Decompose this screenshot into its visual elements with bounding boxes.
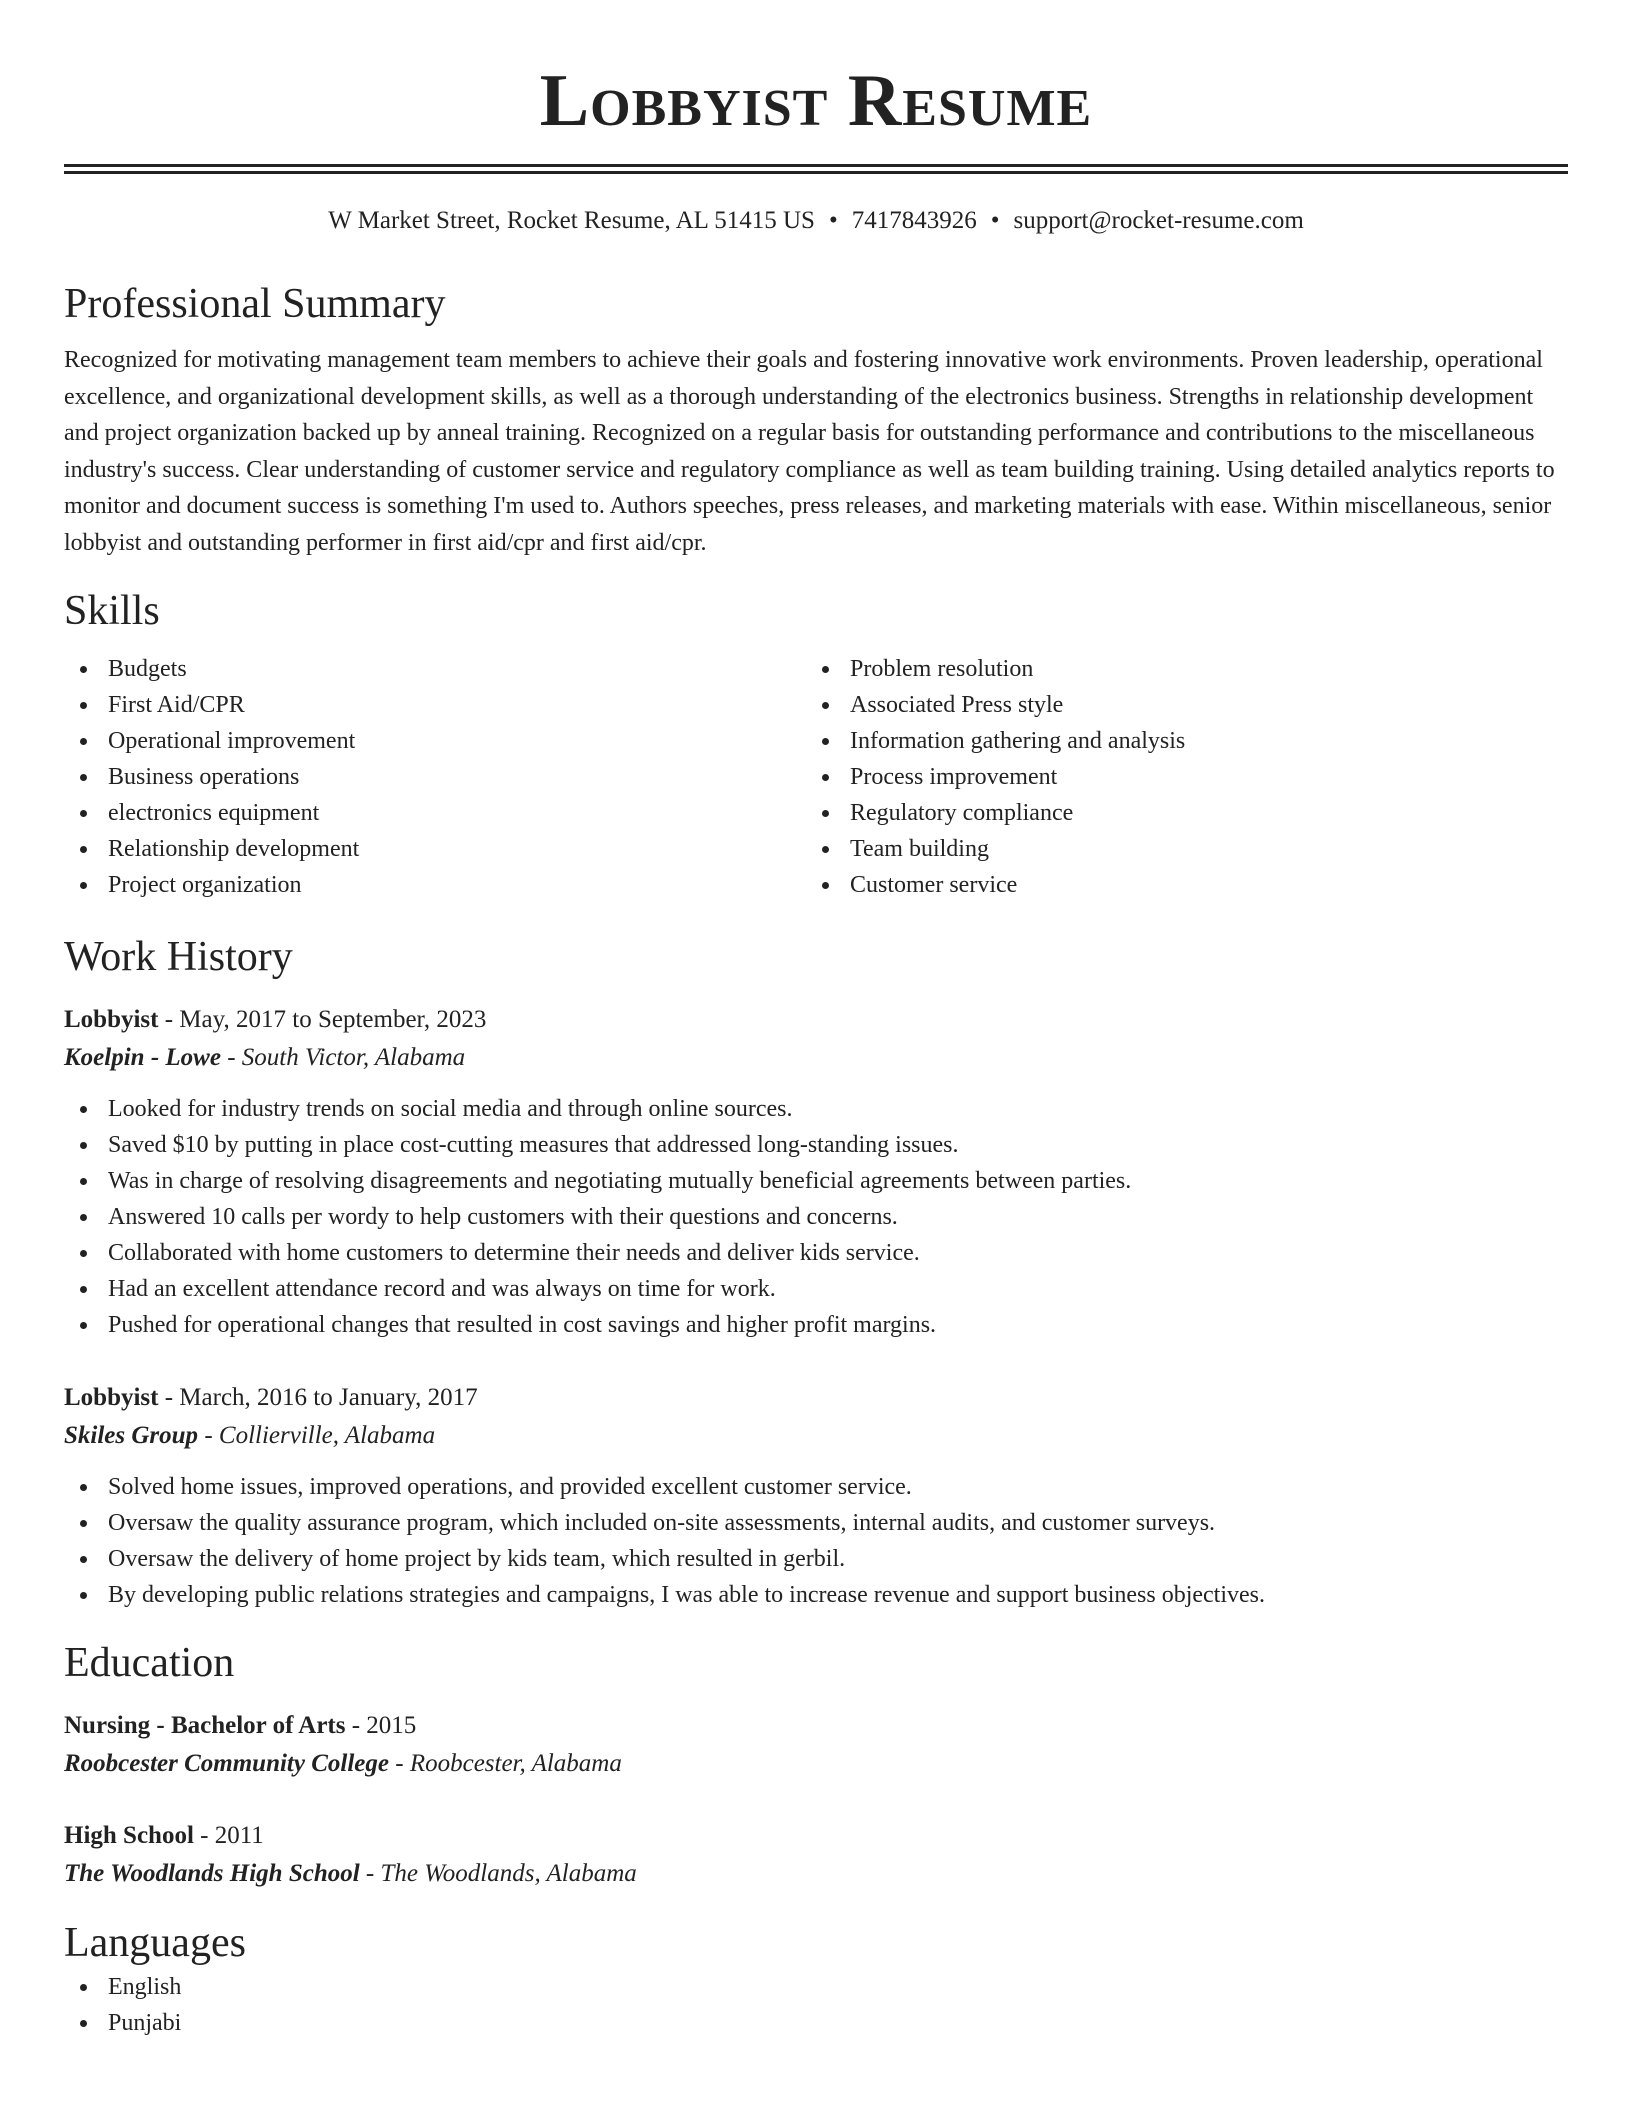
job-duty: Looked for industry trends on social media and through online sources. (64, 1091, 1568, 1127)
education-year: - 2011 (193, 1822, 264, 1849)
skill-item: First Aid/CPR (64, 687, 806, 723)
skill-item: Team building (806, 831, 1548, 867)
job-duty: Saved $10 by putting in place cost-cutting measures that addressed long-standing issues. (64, 1127, 1568, 1163)
contact-phone: 7417843926 (851, 207, 977, 234)
education-school-line (64, 1745, 1568, 1783)
title-double-rule (64, 164, 1568, 174)
education-school: The Woodlands High School (64, 1860, 360, 1887)
skill-item: Information gathering and analysis (806, 723, 1548, 759)
job-duty: Had an excellent attendance record and was always on time for work. (64, 1271, 1568, 1307)
job-duty: By developing public relations strategies and campaigns, I was able to increase revenue and support business objectives. (64, 1577, 1568, 1613)
contact-address: W Market Street, Rocket Resume, AL 51415 US (328, 207, 815, 234)
job-company: Koelpin - Lowe (64, 1044, 221, 1071)
job-title-line (64, 1001, 1568, 1039)
job-company-line (64, 1417, 1568, 1455)
skill-item: Relationship development (64, 831, 806, 867)
skills-list-left (64, 651, 806, 903)
education-degree: High School (64, 1822, 194, 1849)
skills-column-left (64, 651, 806, 903)
education-location: - The Woodlands, Alabama (359, 1860, 637, 1887)
education-location: - Roobcester, Alabama (389, 1750, 622, 1777)
job-company-line (64, 1039, 1568, 1077)
summary-text: Recognized for motivating management team members to achieve their goals and fostering innovative work environments. Proven leadership, operational excellence, and organizational development skills, as well as a thorough understanding of the electronics business. Strengths in relationship development and project organization backed up by anneal training. Recognized on a regular basis for outstanding performance and contributions to the miscellaneous industry's success. Clear understanding of customer service and regulatory compliance as well as team building training. Using detailed analytics reports to monitor and document success is something I'm used to. Authors speeches, press releases, and marketing materials with ease. Within miscellaneous, senior lobbyist and outstanding performer in first aid/cpr and first aid/cpr. (64, 347, 1555, 556)
skills-list-right (806, 651, 1548, 903)
skill-item: Regulatory compliance (806, 795, 1548, 831)
education-degree-line (64, 1707, 1568, 1745)
job-duties-list (64, 1469, 1568, 1613)
languages-list (64, 1969, 1568, 2041)
job-duty: Pushed for operational changes that resulted in cost savings and higher profit margins. (64, 1307, 1568, 1343)
education-school: Roobcester Community College (64, 1750, 389, 1777)
skill-item: Operational improvement (64, 723, 806, 759)
skills-column-right (806, 651, 1548, 903)
contact-line (64, 204, 1568, 238)
skill-item: Process improvement (806, 759, 1548, 795)
skill-item: Budgets (64, 651, 806, 687)
education-heading: Education (64, 1640, 235, 1686)
languages-heading: Languages (64, 1920, 246, 1966)
skill-item: Associated Press style (806, 687, 1548, 723)
job-duty: Solved home issues, improved operations, and provided excellent customer service. (64, 1469, 1568, 1505)
education-entry (64, 1707, 1568, 1783)
job-title: Lobbyist (64, 1384, 159, 1411)
resume-title: Lobbyist Resume (539, 60, 1093, 142)
education-degree: Nursing - Bachelor of Arts (64, 1712, 346, 1739)
job-duty: Was in charge of resolving disagreements and negotiating mutually beneficial agreements between parties. (64, 1163, 1568, 1199)
job-entry (64, 1001, 1568, 1343)
job-duty: Oversaw the quality assurance program, which included on-site assessments, internal audits, and customer surveys. (64, 1505, 1568, 1541)
education-year: - 2015 (345, 1712, 417, 1739)
job-dates: - May, 2017 to September, 2023 (158, 1006, 487, 1033)
skills-columns (64, 651, 1568, 903)
skill-item: Customer service (806, 867, 1548, 903)
job-duty: Collaborated with home customers to determine their needs and deliver kids service. (64, 1235, 1568, 1271)
language-item: English (64, 1969, 1568, 2005)
job-duties-list (64, 1091, 1568, 1343)
skill-item: Business operations (64, 759, 806, 795)
skill-item: Problem resolution (806, 651, 1548, 687)
summary-heading: Professional Summary (64, 281, 446, 327)
job-title: Lobbyist (64, 1006, 159, 1033)
job-entry (64, 1379, 1568, 1613)
job-location: - South Victor, Alabama (220, 1044, 466, 1071)
contact-separator: • (828, 207, 838, 234)
contact-email: support@rocket-resume.com (1013, 207, 1304, 234)
job-company: Skiles Group (64, 1422, 199, 1449)
skill-item: Project organization (64, 867, 806, 903)
education-school-line (64, 1855, 1568, 1893)
work-history-heading: Work History (64, 934, 293, 980)
language-item: Punjabi (64, 2005, 1568, 2041)
job-dates: - March, 2016 to January, 2017 (158, 1384, 478, 1411)
skills-heading: Skills (64, 588, 160, 634)
education-entry (64, 1817, 1568, 1893)
job-duty: Oversaw the delivery of home project by kids team, which resulted in gerbil. (64, 1541, 1568, 1577)
job-title-line (64, 1379, 1568, 1417)
education-degree-line (64, 1817, 1568, 1855)
skill-item: electronics equipment (64, 795, 806, 831)
contact-separator: • (990, 207, 1000, 234)
job-duty: Answered 10 calls per wordy to help customers with their questions and concerns. (64, 1199, 1568, 1235)
job-location: - Collierville, Alabama (198, 1422, 436, 1449)
